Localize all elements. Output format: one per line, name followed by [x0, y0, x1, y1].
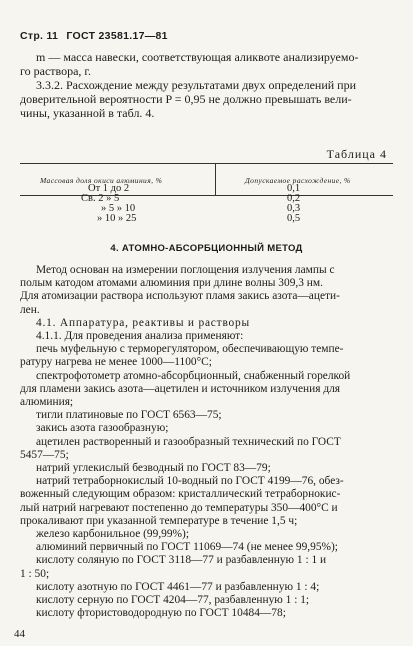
table-row-1-value: 0,1	[287, 183, 301, 194]
list-item: кислоту фтористоводородную по ГОСТ 10484—78;	[36, 607, 286, 620]
table-row-3-range: » 5 » 10	[101, 203, 136, 214]
table-caption: Таблица 4	[326, 147, 387, 161]
list-item: кислоту соляную по ГОСТ 3118—77 и разбавленную 1 : 1 и	[36, 554, 327, 567]
body-line: полым катодом атомами алюминия при длине волны 309,3 нм.	[20, 277, 323, 290]
table-row-1-range: От 1 до 2	[88, 183, 130, 194]
intro-line-5: чины, указанной в табл. 4.	[20, 106, 155, 120]
doc-code: ГОСТ 23581.17—81	[66, 30, 168, 42]
list-item: закись азота газообразную;	[36, 422, 169, 435]
intro-line-2: го раствора, г.	[20, 64, 91, 78]
intro-line-1: m — масса навески, соответствующая аликвоте анализируемо-	[36, 50, 359, 64]
body-line: Метод основан на измерении поглощения излучения лампы с	[36, 264, 335, 276]
intro-line-4: доверительной вероятности P = 0,95 не должно превышать вели-	[20, 92, 352, 106]
table-top-rule	[20, 163, 393, 164]
list-item: алюминий первичный по ГОСТ 11069—74 (не менее 99,95%);	[36, 541, 338, 554]
list-item-cont: прокаливают при указанной температуре в течение 1,5 ч;	[20, 514, 298, 527]
list-item-cont: алюминия;	[20, 396, 74, 408]
list-item-cont: для пламени закись азота—ацетилен и источником излучения для	[20, 382, 341, 395]
intro-line-3: 3.3.2. Расхождение между результатами двух определений при	[36, 78, 357, 92]
table-header-col2: Допускаемое расхождение, %	[245, 176, 351, 185]
list-item: кислоту азотную по ГОСТ 4461—77 и разбавленную 1 : 4;	[36, 580, 320, 593]
list-item: спектрофотометр атомно-абсорбционный, снабженный горелкой	[36, 369, 351, 382]
table-row-3-value: 0,3	[287, 203, 301, 214]
list-item-cont: воженный следующим образом: кристаллический тетраборнокис-	[20, 488, 341, 501]
list-item-cont: лый натрий нагревают постепенно до температуры 350—400°С и	[20, 501, 338, 514]
page-label: Стр. 11	[20, 30, 59, 42]
body-line: Для атомизации раствора используют пламя закись азота—ацети-	[20, 290, 340, 303]
list-item: кислоту серную по ГОСТ 4204—77, разбавленную 1 : 1;	[36, 594, 310, 606]
list-item-cont: ратуру нагрева не менее 1000—1100°С;	[20, 356, 212, 369]
table-header-rule	[20, 195, 393, 196]
list-item: натрий тетраборнокислый 10-водный по ГОСТ 4199—76, обез-	[36, 475, 344, 488]
table-column-divider	[215, 163, 216, 195]
body-line: лен.	[20, 303, 40, 316]
list-item: ацетилен растворенный и газообразный технический по ГОСТ	[36, 435, 341, 448]
list-item: тигли платиновые по ГОСТ 6563—75;	[36, 409, 222, 422]
body-line: 4.1.1. Для проведения анализа применяют:	[36, 330, 244, 342]
table-row-2-range: Св. 2 » 5	[81, 193, 120, 204]
list-item: натрий углекислый безводный по ГОСТ 83—79;	[36, 462, 271, 474]
table-row-2-value: 0,2	[287, 193, 301, 204]
section-heading: 4. АТОМНО-АБСОРБЦИОННЫЙ МЕТОД	[110, 243, 303, 254]
table-header-col1: Массовая доля окиси алюминия, %	[40, 176, 163, 185]
running-header	[20, 30, 173, 42]
page-number: 44	[14, 628, 25, 640]
table-row-4-value: 0,5	[287, 213, 301, 224]
list-item-cont: 5457—75;	[20, 448, 69, 461]
subsection-heading: 4.1. Аппаратура, реактивы и растворы	[36, 316, 250, 329]
list-item: печь муфельную с терморегулятором, обеспечивающую темпе-	[36, 343, 344, 356]
list-item-cont: 1 : 50;	[20, 567, 50, 580]
list-item: железо карбонильное (99,99%);	[36, 528, 190, 540]
table-row-4-range: » 10 » 25	[97, 213, 137, 224]
